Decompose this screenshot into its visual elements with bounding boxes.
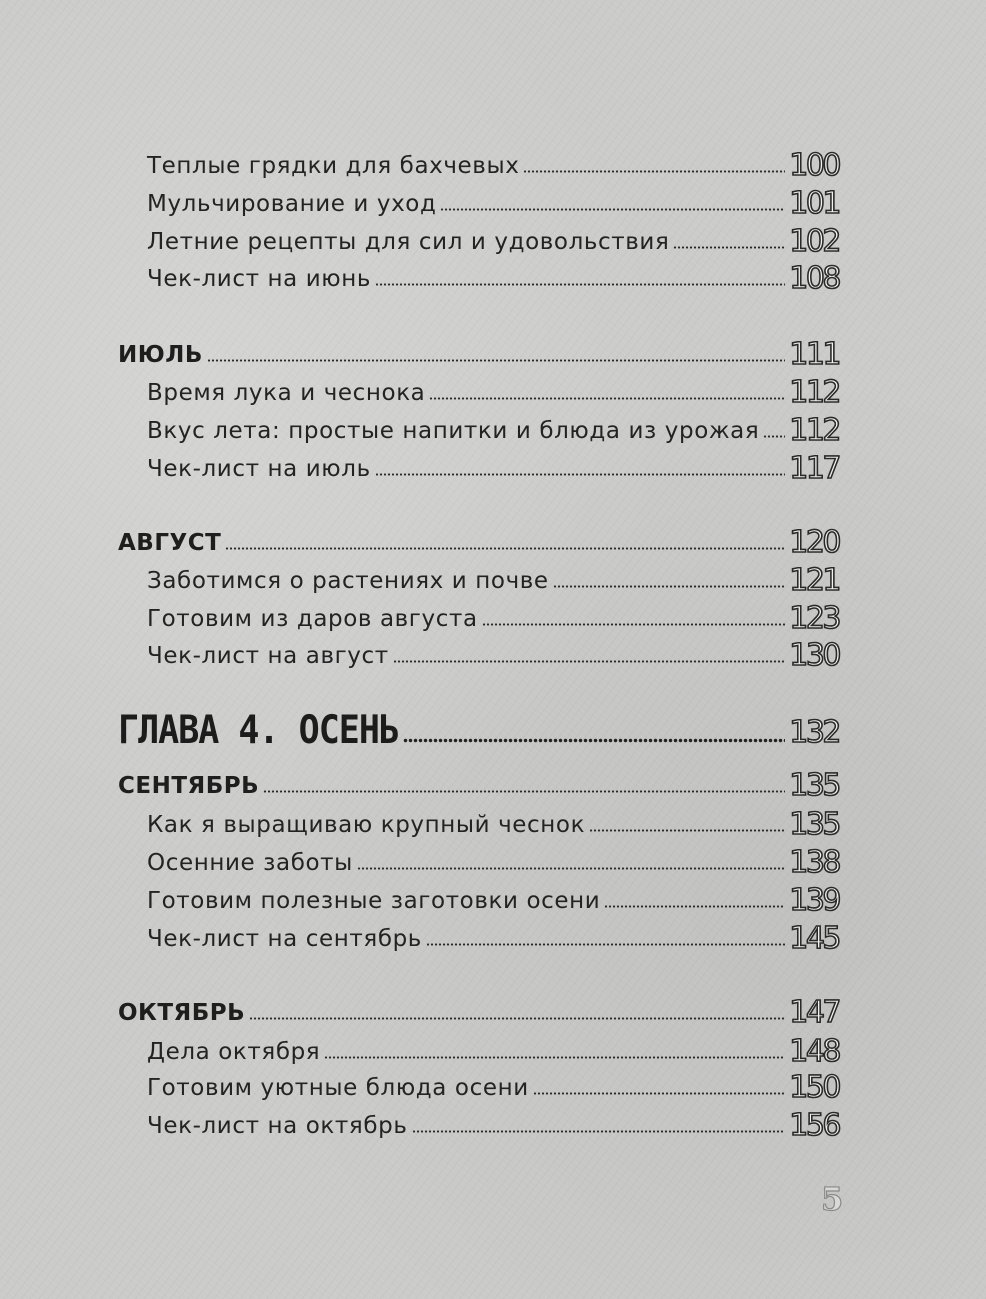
toc-entry-page: 123: [789, 601, 839, 636]
toc-entry-title: Готовим полезные заготовки осени: [147, 888, 601, 914]
toc-entry-page: 148: [789, 1034, 839, 1069]
toc-chapter-entry[interactable]: [118, 708, 839, 754]
toc-entry-title: Вкус лета: простые напитки и блюда из урожая: [147, 418, 760, 444]
toc-entry-title: Готовим из даров августа: [147, 606, 478, 632]
toc-entry-title: Готовим уютные блюда осени: [147, 1075, 529, 1101]
toc-entry-title: Заботимся о растениях и почве: [147, 568, 549, 594]
toc-entry[interactable]: [147, 447, 839, 485]
toc-entry-page: 150: [789, 1070, 839, 1105]
page-number: 5: [821, 1180, 844, 1218]
toc-entry-title: Время лука и чеснока: [147, 380, 426, 406]
toc-entry[interactable]: [147, 220, 839, 258]
toc-entry[interactable]: [147, 879, 839, 917]
dot-leader: [357, 867, 785, 870]
toc-entry[interactable]: [147, 1104, 839, 1142]
dot-leader: [533, 1092, 785, 1095]
toc-month-entry[interactable]: [118, 764, 839, 802]
toc-entry-page: 112: [789, 413, 839, 448]
toc-month-title: СЕНТЯБРЬ: [118, 773, 260, 799]
toc-entry-title: Теплые грядки для бахчевых: [147, 153, 520, 179]
toc-entry-page: 121: [789, 563, 839, 598]
dot-leader: [673, 246, 785, 249]
toc-entry-title: Дела октября: [147, 1039, 321, 1065]
toc-entry-title: Чек-лист на август: [147, 643, 389, 669]
toc-month-title: ОКТЯБРЬ: [118, 1000, 246, 1026]
dot-leader: [523, 170, 785, 173]
dot-leader: [440, 208, 785, 211]
dot-leader: [393, 660, 785, 663]
toc-entry[interactable]: [147, 182, 839, 220]
toc-entry-title: Чек-лист на июль: [147, 456, 371, 482]
toc-entry-page: 147: [789, 995, 839, 1030]
dot-leader: [429, 397, 785, 400]
toc-entry-title: Чек-лист на сентябрь: [147, 926, 422, 952]
toc-entry-title: Летние рецепты для сил и удовольствия: [147, 229, 670, 255]
dot-leader: [763, 435, 785, 438]
toc-entry-page: 120: [789, 525, 839, 560]
toc-entry-title: Как я выращиваю крупный чеснок: [147, 812, 586, 838]
toc-entry-page: 139: [789, 883, 839, 918]
dot-leader: [426, 943, 785, 946]
dot-leader: [589, 829, 785, 832]
toc-entry[interactable]: [147, 917, 839, 955]
toc-entry-page: 145: [789, 921, 839, 956]
toc-entry[interactable]: [147, 803, 839, 841]
toc-entry-page: 135: [789, 768, 839, 803]
toc-chapter-title: ГЛАВА 4. ОСЕНЬ: [118, 708, 400, 753]
dot-leader: [604, 905, 785, 908]
toc-entry-title: Чек-лист на июнь: [147, 266, 372, 292]
dot-leader: [553, 585, 786, 588]
toc-entry-page: 117: [789, 451, 839, 486]
dot-leader: [207, 359, 785, 362]
dot-leader: [403, 738, 785, 743]
toc-entry[interactable]: [147, 559, 839, 597]
dot-leader: [375, 473, 786, 476]
toc-entry-title: Чек-лист на октябрь: [147, 1113, 408, 1139]
toc-entry-page: 111: [789, 337, 839, 372]
toc-entry-page: 156: [789, 1108, 839, 1143]
toc-entry-page: 101: [789, 186, 839, 221]
toc-entry[interactable]: [147, 257, 839, 295]
toc-month-entry[interactable]: [118, 333, 839, 371]
toc-entry[interactable]: [147, 144, 839, 182]
dot-leader: [375, 283, 785, 286]
toc-entry-page: 135: [789, 807, 839, 842]
toc-entry[interactable]: [147, 409, 839, 447]
toc-entry[interactable]: [147, 1066, 839, 1104]
toc-entry-page: 138: [789, 845, 839, 880]
toc-entry[interactable]: [147, 634, 839, 672]
dot-leader: [263, 790, 785, 793]
toc-entry-title: Мульчирование и уход: [147, 191, 437, 217]
toc-entry-page: 130: [789, 638, 839, 673]
toc-entry[interactable]: [147, 597, 839, 635]
toc-month-entry[interactable]: [118, 521, 839, 559]
toc-entry-page: 100: [789, 148, 839, 183]
dot-leader: [324, 1056, 785, 1059]
dot-leader: [225, 547, 785, 550]
toc-month-title: АВГУСТ: [118, 530, 222, 556]
toc-entry[interactable]: [147, 841, 839, 879]
dot-leader: [412, 1130, 786, 1133]
dot-leader: [249, 1017, 785, 1020]
toc-entry-page: 112: [789, 375, 839, 410]
toc-month-title: ИЮЛЬ: [118, 342, 203, 368]
toc-entry-title: Осенние заботы: [147, 850, 353, 876]
toc-entry[interactable]: [147, 371, 839, 409]
dot-leader: [482, 623, 786, 626]
toc-month-entry[interactable]: [118, 991, 839, 1029]
toc-entry-page: 108: [789, 261, 839, 296]
toc-entry-page: 132: [789, 715, 839, 750]
toc-entry[interactable]: [147, 1030, 839, 1068]
toc-entry-page: 102: [789, 224, 839, 259]
